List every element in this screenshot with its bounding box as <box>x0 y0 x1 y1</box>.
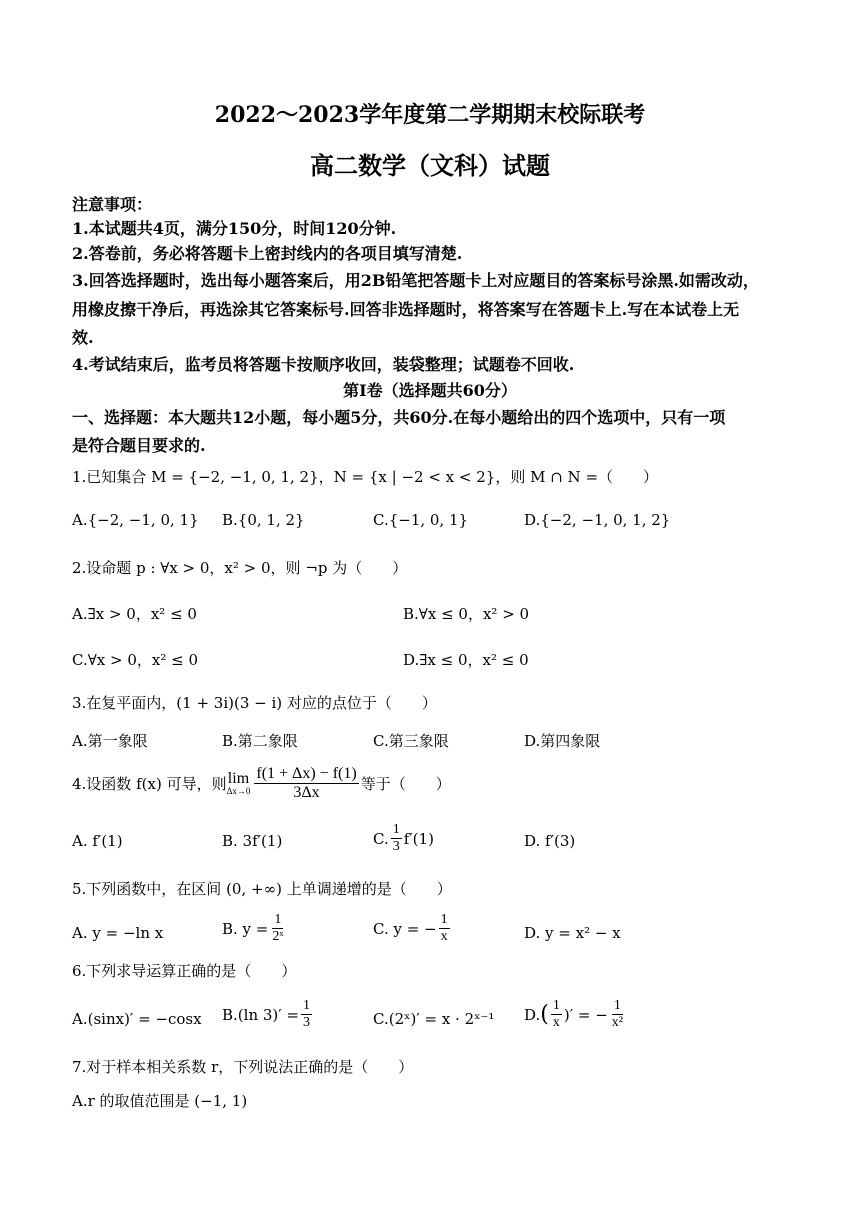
note-3-line-2: 用橡皮擦干净后，再选涂其它答案标号.回答非选择题时，将答案写在答题卡上.写在本试卷上无 <box>72 300 740 319</box>
q6-option-a: A.(sinx)′ = −cosx <box>72 1010 202 1028</box>
q2-option-b: B.∀x ≤ 0，x² > 0 <box>403 605 530 623</box>
q4-stem-prefix: 4.设函数 f(x) 可导，则 <box>72 775 227 794</box>
q4-fraction-denominator: 3Δx <box>293 784 320 802</box>
q6-option-b-lhs: B.(ln 3)′ = <box>222 1005 300 1024</box>
question-6-stem: 6.下列求导运算正确的是（ ） <box>72 962 297 980</box>
q4-option-c-letter: C. <box>373 829 389 848</box>
q6-option-b <box>222 998 314 1031</box>
q4-option-c-denominator: 3 <box>392 839 400 855</box>
q5-option-c-fraction <box>439 912 450 945</box>
q5-option-b-lhs: B. y = <box>222 919 269 938</box>
q2-option-d: D.∃x ≤ 0，x² ≤ 0 <box>403 651 529 669</box>
q3-option-d: D.第四象限 <box>524 732 601 750</box>
question-5-stem: 5.下列函数中，在区间 (0, +∞) 上单调递增的是（ ） <box>72 880 452 898</box>
q5-option-c-denominator: x <box>440 929 448 945</box>
q2-option-c: C.∀x > 0，x² ≤ 0 <box>72 651 198 669</box>
section-part-title: 第Ⅰ卷（选择题共60分） <box>343 381 517 400</box>
q5-option-b <box>222 912 287 945</box>
q5-option-d: D. y = x² − x <box>524 924 621 942</box>
q5-option-a: A. y = −ln x <box>72 924 164 942</box>
q2-option-a: A.∃x > 0，x² ≤ 0 <box>72 605 197 623</box>
q3-option-b: B.第二象限 <box>222 732 298 750</box>
q6-option-b-fraction <box>301 998 312 1031</box>
q5-option-c-lhs: C. y = − <box>373 919 437 938</box>
exam-title: 2022～2023学年度第二学期期末校际联考 <box>214 102 646 128</box>
q1-option-b: B.{0, 1, 2} <box>222 511 305 529</box>
note-3-line-1: 3.回答选择题时，选出每小题答案后，用2B铅笔把答题卡上对应题目的答案标号涂黑.如需改动， <box>72 271 759 290</box>
q6-option-d-inner-denominator: x <box>552 1015 560 1031</box>
q7-option-a: A.r 的取值范围是 (−1, 1) <box>72 1092 248 1110</box>
q4-option-d: D. f′(3) <box>524 832 576 850</box>
q1-option-c: C.{−1, 0, 1} <box>373 511 469 529</box>
q6-option-d-mid: )′ = − <box>563 1005 608 1024</box>
exam-subtitle: 高二数学（文科）试题 <box>310 151 550 180</box>
q1-option-a: A.{−2, −1, 0, 1} <box>72 511 199 529</box>
note-3-line-3: 效. <box>72 328 94 347</box>
q4-option-b: B. 3f′(1) <box>222 832 283 850</box>
question-4-stem <box>72 765 451 803</box>
q4-option-c-fraction <box>391 822 402 855</box>
note-4: 4.考试结束后，监考员将答题卡按顺序收回，装袋整理；试题卷不回收. <box>72 355 575 374</box>
q3-option-a: A.第一象限 <box>72 732 148 750</box>
q6-option-d <box>524 998 627 1031</box>
q5-option-b-numerator: 1 <box>272 912 283 929</box>
q5-option-b-fraction <box>270 912 285 945</box>
q4-limit-subscript: Δx→0 <box>226 786 251 797</box>
q3-option-c: C.第三象限 <box>373 732 449 750</box>
q4-option-c-expression: f′(1) <box>403 829 434 848</box>
q6-option-b-denominator: 3 <box>303 1015 311 1031</box>
q6-option-b-numerator: 1 <box>301 998 312 1015</box>
q4-option-a: A. f′(1) <box>72 832 123 850</box>
note-1: 1.本试题共4页，满分150分，时间120分钟. <box>72 219 397 238</box>
q4-option-c-numerator: 1 <box>391 822 402 839</box>
q6-option-d-rhs-denominator: x² <box>611 1015 623 1031</box>
q6-option-c: C.(2ˣ)′ = x · 2ˣ⁻¹ <box>373 1010 495 1028</box>
q4-option-c <box>373 822 434 855</box>
question-1-stem: 1.已知集合 M = {−2, −1, 0, 1, 2}，N = {x | −2 < x < 2}，则 M ∩ N =（ ） <box>72 468 659 486</box>
section-intro-line-2: 是符合题目要求的. <box>72 436 206 455</box>
q4-limit <box>227 771 251 796</box>
q6-option-d-open-paren: ( <box>540 1002 549 1028</box>
q4-fraction-numerator: f(1 + Δx) − f(1) <box>254 765 358 784</box>
q1-option-d: D.{−2, −1, 0, 1, 2} <box>524 511 671 529</box>
notes-heading: 注意事项： <box>72 195 153 214</box>
q6-option-d-rhs-numerator: 1 <box>612 998 623 1015</box>
q4-stem-suffix: 等于（ ） <box>360 775 451 794</box>
question-2-stem: 2.设命题 p : ∀x > 0，x² > 0，则 ¬p 为（ ） <box>72 559 408 577</box>
q6-option-d-inner-fraction <box>551 998 562 1031</box>
question-7-stem: 7.对于样本相关系数 r，下列说法正确的是（ ） <box>72 1058 414 1076</box>
question-3-stem: 3.在复平面内，(1 + 3i)(3 − i) 对应的点位于（ ） <box>72 694 437 712</box>
q4-limit-label: lim <box>227 770 250 788</box>
q5-option-c-numerator: 1 <box>439 912 450 929</box>
q6-option-d-inner-numerator: 1 <box>551 998 562 1015</box>
q6-option-d-letter: D. <box>524 1005 541 1024</box>
section-intro-line-1: 一、选择题：本大题共12小题，每小题5分，共60分.在每小题给出的四个选项中，只有一项 <box>72 408 726 427</box>
q4-fraction <box>254 765 358 803</box>
q5-option-b-denominator: 2ˣ <box>272 929 284 945</box>
note-2: 2.答卷前，务必将答题卡上密封线内的各项目填写清楚. <box>72 244 463 263</box>
q6-option-d-rhs-fraction <box>610 998 625 1031</box>
q5-option-c <box>373 912 452 945</box>
